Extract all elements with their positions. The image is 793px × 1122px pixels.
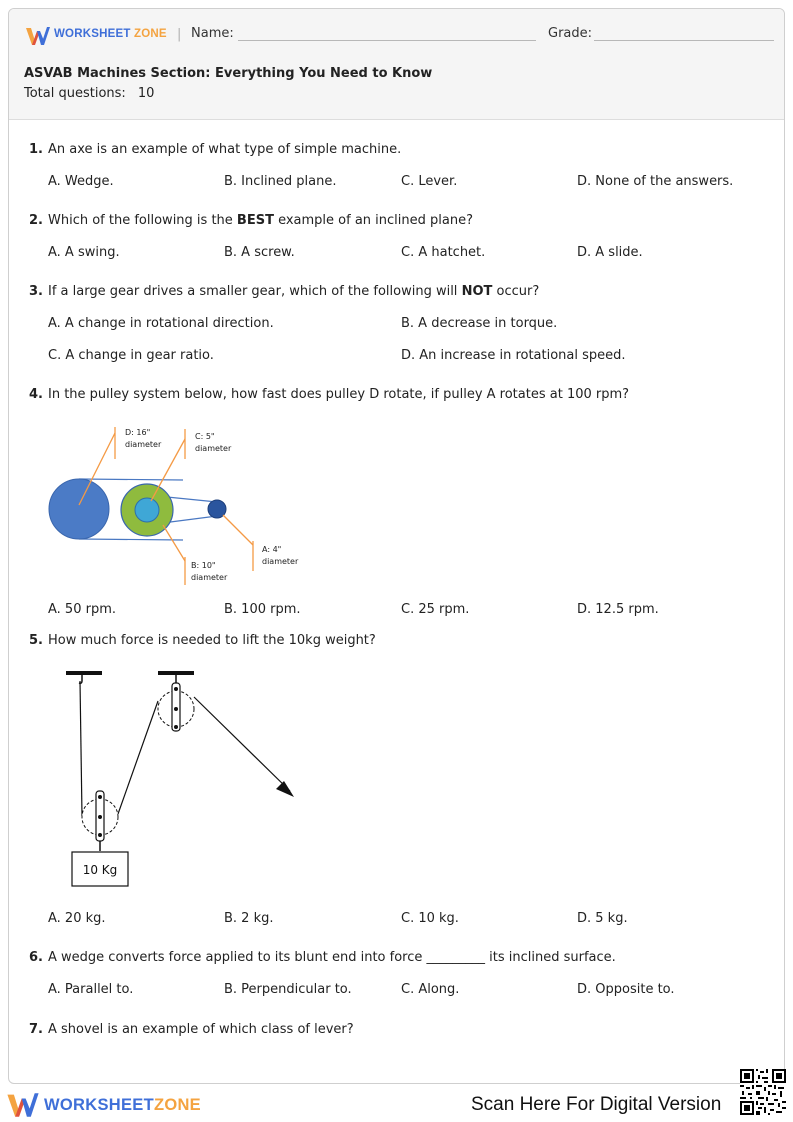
option-c[interactable]: C. 10 kg.	[401, 911, 459, 926]
question-text-emphasis: NOT	[461, 284, 493, 299]
question-text-part: If a large gear drives a smaller gear, which of the following will	[48, 284, 462, 299]
question-text-part: occur?	[492, 284, 540, 299]
worksheetzone-logo-icon	[26, 26, 50, 46]
option-d[interactable]: D. None of the answers.	[577, 174, 734, 189]
option-d[interactable]: D. 5 kg.	[577, 911, 628, 926]
label-d: D: 16"	[125, 428, 151, 437]
pull-arrowhead	[276, 781, 294, 797]
question-text: In the pulley system below, how fast does pulley D rotate, if pulley A rotates at 100 rpm?	[48, 387, 630, 402]
ceiling-anchor-right	[158, 671, 194, 675]
question-number: 6.	[29, 950, 43, 965]
question-number: 7.	[29, 1022, 43, 1037]
option-c[interactable]: C. A hatchet.	[401, 245, 486, 260]
question-text: A shovel is an example of which class of lever?	[48, 1022, 354, 1037]
grade-field-line[interactable]	[594, 40, 774, 41]
leader-line	[223, 515, 253, 545]
pulley-system-figure	[45, 415, 305, 585]
question-number: 1.	[29, 142, 43, 157]
option-a[interactable]: A. A swing.	[48, 245, 120, 260]
name-label: Name:	[191, 26, 234, 41]
footer-brand-part1: WORKSHEET	[44, 1096, 154, 1114]
weight-label: 10 Kg	[82, 863, 118, 877]
option-b[interactable]: B. A decrease in torque.	[401, 316, 558, 331]
question-text-emphasis: BEST	[236, 213, 274, 228]
option-b[interactable]: B. Perpendicular to.	[224, 982, 352, 997]
option-b[interactable]: B. 100 rpm.	[224, 602, 301, 617]
pulley-c	[135, 498, 159, 522]
label-a-sub: diameter	[262, 557, 299, 566]
option-c[interactable]: C. Lever.	[401, 174, 458, 189]
option-c[interactable]: C. 25 rpm.	[401, 602, 470, 617]
option-d[interactable]: D. Opposite to.	[577, 982, 675, 997]
worksheet-sheet	[8, 8, 785, 1084]
belt-line	[79, 479, 183, 480]
rope	[80, 681, 82, 816]
option-b[interactable]: B. 2 kg.	[224, 911, 274, 926]
option-c[interactable]: C. Along.	[401, 982, 460, 997]
option-d[interactable]: D. An increase in rotational speed.	[401, 348, 626, 363]
header-brand-row	[26, 25, 771, 47]
option-a[interactable]: A. Wedge.	[48, 174, 114, 189]
header-brand-text	[54, 28, 167, 40]
question-text: A wedge converts force applied to its blunt end into force _________ its inclined surface.	[48, 950, 616, 965]
total-questions-label: Total questions:	[24, 86, 126, 101]
worksheet-header	[9, 9, 784, 120]
footer-brand-text	[44, 1096, 201, 1115]
pulley-d	[49, 479, 109, 539]
question-number: 2.	[29, 213, 43, 228]
page-footer	[0, 1084, 793, 1122]
option-d[interactable]: D. 12.5 rpm.	[577, 602, 659, 617]
question-number: 5.	[29, 633, 43, 648]
label-c-sub: diameter	[195, 444, 232, 453]
leader-line	[163, 525, 185, 561]
rope	[118, 701, 158, 814]
question-text-part: example of an inclined plane?	[273, 213, 473, 228]
question-text: How much force is needed to lift the 10kg weight?	[48, 633, 376, 648]
question-text	[48, 213, 473, 228]
worksheet-title: ASVAB Machines Section: Everything You Need to Know	[24, 66, 433, 81]
total-questions	[24, 86, 154, 101]
question-text: An axe is an example of what type of simple machine.	[48, 142, 402, 157]
label-d-sub: diameter	[125, 440, 162, 449]
qr-code-icon[interactable]	[740, 1069, 786, 1115]
option-a[interactable]: A. 20 kg.	[48, 911, 106, 926]
label-a: A: 4"	[262, 545, 282, 554]
option-c[interactable]: C. A change in gear ratio.	[48, 348, 214, 363]
option-a[interactable]: A. Parallel to.	[48, 982, 134, 997]
option-d[interactable]: D. A slide.	[577, 245, 643, 260]
total-questions-value: 10	[137, 86, 155, 101]
block-and-tackle-figure	[64, 671, 304, 901]
grade-label: Grade:	[548, 26, 593, 41]
question-text-part: Which of the following is the	[48, 213, 237, 228]
option-a[interactable]: A. A change in rotational direction.	[48, 316, 274, 331]
brand-part2: ZONE	[133, 28, 167, 40]
scan-digital-version-text[interactable]: Scan Here For Digital Version	[471, 1094, 722, 1115]
label-b-sub: diameter	[191, 573, 228, 582]
worksheetzone-logo-icon	[6, 1092, 40, 1118]
ceiling-anchor-left	[66, 671, 102, 675]
rope	[194, 697, 290, 791]
label-b: B: 10"	[191, 561, 216, 570]
header-separator: |	[177, 27, 182, 42]
footer-brand-part2: ZONE	[153, 1096, 201, 1114]
option-a[interactable]: A. 50 rpm.	[48, 602, 116, 617]
option-b[interactable]: B. A screw.	[224, 245, 295, 260]
question-number: 4.	[29, 387, 43, 402]
name-field-line[interactable]	[238, 40, 536, 41]
option-b[interactable]: B. Inclined plane.	[224, 174, 337, 189]
label-c: C: 5"	[195, 432, 215, 441]
brand-part1: WORKSHEET	[54, 28, 131, 40]
question-text	[48, 284, 539, 299]
question-number: 3.	[29, 284, 43, 299]
belt-line	[79, 539, 183, 540]
